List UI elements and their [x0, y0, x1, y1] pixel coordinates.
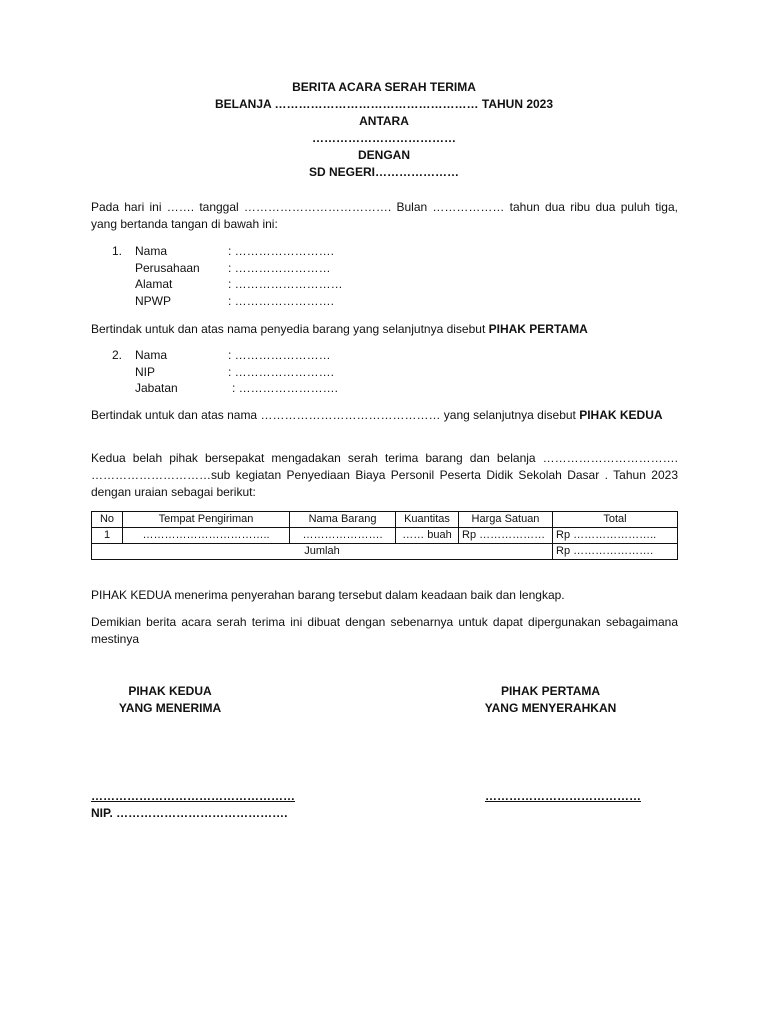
party1-details	[112, 243, 412, 309]
agreement-paragraph: Kedua belah pihak bersepakat mengadakan serah terima barang dan belanja ……………………………. …………………………sub kegiatan Penyediaan Biaya Personil Peserta Didik Sekolah Dasar . Tahun 2023 dengan uraian sebagai berikut:	[91, 451, 678, 499]
field-value: : ……………………	[228, 260, 331, 275]
signature-block-right	[468, 683, 633, 717]
column-header: Harga Satuan	[459, 512, 553, 528]
table-row	[92, 528, 678, 544]
party1-number: 1.	[112, 244, 123, 258]
party2-number: 2.	[112, 348, 123, 362]
field-label: Alamat	[135, 277, 173, 291]
document-header	[0, 79, 768, 181]
column-header: Total	[553, 512, 678, 528]
items-table	[91, 511, 678, 560]
column-header: Tempat Pengiriman	[123, 512, 290, 528]
column-header: Nama Barang	[290, 512, 396, 528]
signature-nip-left: NIP. …………………………………….	[91, 806, 288, 820]
party2-field-row	[112, 364, 412, 381]
doc-between-label: ANTARA	[359, 114, 409, 128]
column-header: Kuantitas	[396, 512, 459, 528]
field-label: NIP	[135, 364, 156, 379]
field-value: : …………………….	[232, 381, 339, 395]
signature-subtitle: YANG MENYERAHKAN	[484, 701, 617, 715]
table-cell: ……………………………..	[123, 528, 290, 544]
party1-field-row	[112, 276, 412, 293]
signature-block-left	[90, 683, 250, 717]
column-header: No	[92, 512, 123, 528]
closing-paragraph: Demikian berita acara serah terima ini dibuat dengan sebenarnya untuk dapat dipergunakan sebagaimana mestinya	[91, 615, 678, 646]
field-value: : …………………….	[228, 244, 335, 258]
party2-statement	[91, 407, 678, 424]
doc-subject-line: BELANJA …………………………………………… TAHUN 2023	[214, 97, 554, 111]
total-value: Rp ………………….	[553, 544, 678, 560]
doc-title: BERITA ACARA SERAH TERIMA	[292, 80, 476, 94]
table-cell: 1	[92, 528, 123, 544]
field-label: Nama	[135, 244, 168, 258]
party2-field-row	[112, 380, 412, 397]
doc-first-party-placeholder: ………………………………	[312, 131, 456, 145]
table-total-row	[92, 544, 678, 560]
field-value: : …………………….	[228, 364, 335, 379]
party1-statement-text: Bertindak untuk dan atas nama penyedia barang yang selanjutnya disebut	[91, 322, 489, 336]
signature-title: PIHAK KEDUA	[128, 684, 212, 698]
field-label: NPWP	[135, 293, 171, 308]
table-cell: ………………….	[290, 528, 396, 544]
signature-subtitle: YANG MENERIMA	[118, 701, 222, 715]
doc-school-name: SD NEGERI…………………	[308, 165, 459, 179]
party1-field-row	[112, 243, 412, 260]
party1-field-row	[112, 293, 412, 310]
signature-name-line-right: …………………………………	[485, 789, 641, 803]
party1-statement	[91, 321, 678, 338]
table-header-row	[92, 512, 678, 528]
field-label: Jabatan	[135, 381, 178, 395]
total-label: Jumlah	[92, 544, 553, 560]
party2-details	[112, 347, 412, 397]
field-label: Nama	[135, 348, 168, 362]
table-cell: Rp ………………	[459, 528, 553, 544]
field-value: : ………………………	[228, 277, 343, 291]
party1-field-row	[112, 260, 412, 277]
doc-with-label: DENGAN	[357, 148, 410, 162]
party2-field-row	[112, 347, 412, 364]
field-value: : ……………………	[228, 348, 331, 362]
table-cell: …… buah	[396, 528, 459, 544]
table-cell: Rp …………………..	[553, 528, 678, 544]
signature-title: PIHAK PERTAMA	[500, 684, 601, 698]
intro-paragraph: Pada hari ini ……. tanggal ………………………………. Bulan ……………… tahun dua ribu dua puluh tiga, yang bertanda tangan di bawah ini:	[91, 200, 678, 231]
party2-role: PIHAK KEDUA	[579, 408, 663, 422]
party1-role: PIHAK PERTAMA	[488, 322, 588, 336]
acceptance-paragraph: PIHAK KEDUA menerima penyerahan barang tersebut dalam keadaan baik dan lengkap.	[91, 588, 565, 602]
field-value: : …………………….	[228, 293, 335, 308]
field-label: Perusahaan	[135, 260, 200, 275]
signature-name-line-left: ……………………………………………	[91, 789, 295, 803]
party2-statement-text: Bertindak untuk dan atas nama ……………………………………… yang selanjutnya disebut	[91, 408, 580, 422]
